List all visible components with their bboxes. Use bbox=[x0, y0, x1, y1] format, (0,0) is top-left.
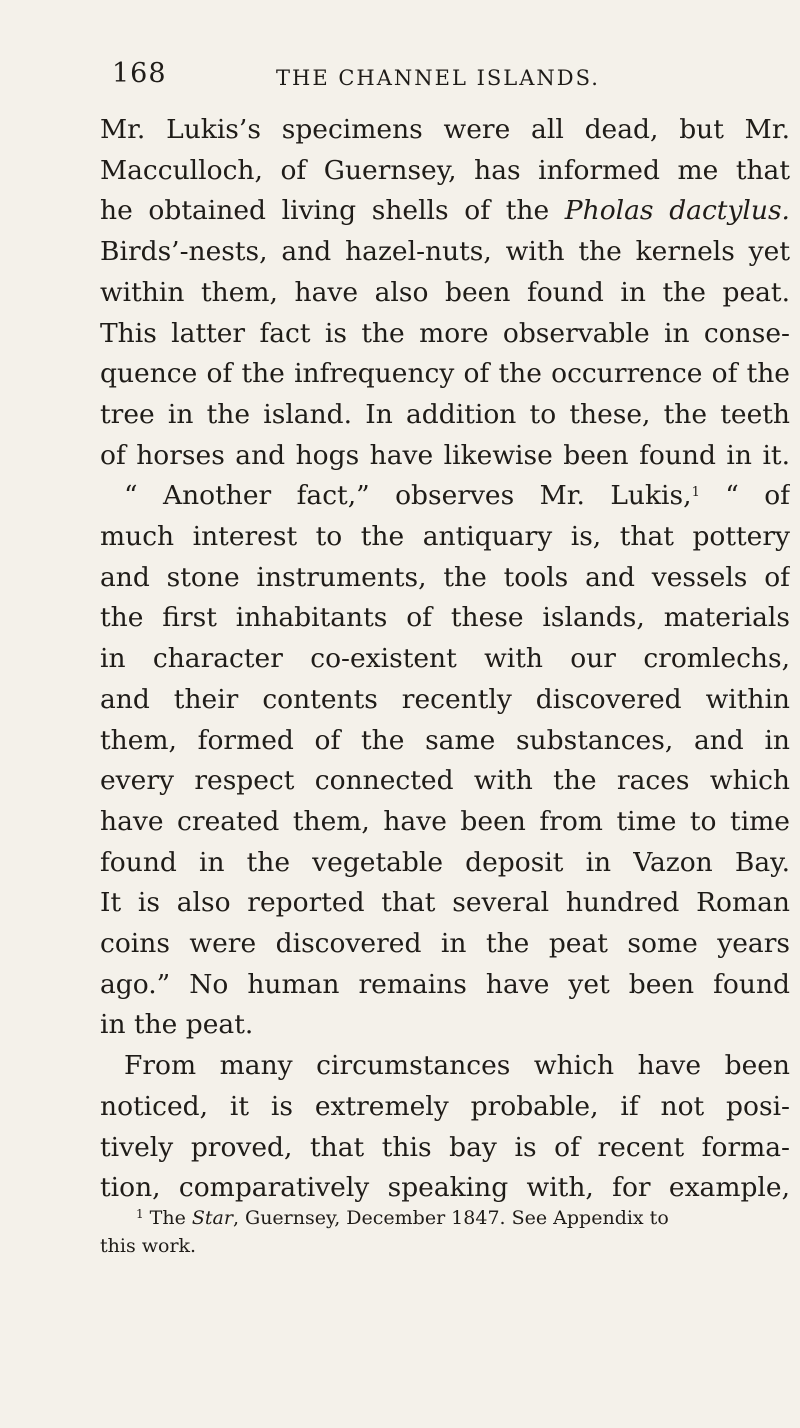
text-line: tion, comparatively speaking with, for example, bbox=[100, 1172, 790, 1204]
text-line: quence of the infrequency of the occurrence of the bbox=[100, 358, 790, 390]
body-text bbox=[100, 110, 790, 1209]
text-line: tree in the island. In addition to these, the teeth bbox=[100, 398, 790, 430]
footnote-line: this work. bbox=[100, 1235, 197, 1257]
page-header bbox=[100, 58, 790, 98]
text-line: and their contents recently discovered within bbox=[100, 683, 790, 715]
text-line: much interest to the antiquary is, that pottery bbox=[100, 521, 790, 553]
text-line: within them, have also been found in the peat. bbox=[100, 276, 790, 308]
text-line: them, formed of the same substances, and in bbox=[100, 724, 790, 756]
text-line: and stone instruments, the tools and vessels of bbox=[100, 561, 790, 593]
text-run: The bbox=[143, 1207, 192, 1229]
footnote-marker: 1 bbox=[136, 1207, 144, 1221]
text-line: in the peat. bbox=[100, 1009, 254, 1041]
text-line: have created them, have been from time to time bbox=[100, 805, 790, 837]
footnote-line bbox=[120, 1204, 780, 1232]
text-line: noticed, it is extremely probable, if not posi- bbox=[100, 1090, 790, 1122]
text-line: Mr. Lukis’s specimens were all dead, but Mr. bbox=[100, 114, 790, 145]
text-run: he obtained living shells of the bbox=[100, 195, 565, 227]
page-number: 168 bbox=[112, 58, 167, 89]
text-line: This latter fact is the more observable in conse- bbox=[100, 317, 790, 349]
text-line: found in the vegetable deposit in Vazon Bay. bbox=[100, 846, 790, 878]
running-title: THE CHANNEL ISLANDS. bbox=[276, 66, 600, 90]
text-line: coins were discovered in the peat some years bbox=[100, 928, 790, 960]
text-line: Birds’-nests, and hazel-nuts, with the kernels yet bbox=[100, 236, 790, 268]
text-line: Macculloch, of Guernsey, has informed me that bbox=[100, 154, 790, 186]
text-line: From many circumstances which have been bbox=[124, 1050, 790, 1082]
publication-title: Star bbox=[191, 1207, 233, 1229]
text-run: “ of bbox=[699, 480, 790, 512]
footnote-reference: 1 bbox=[691, 485, 700, 501]
text-line bbox=[100, 191, 790, 232]
species-name: Pholas dactylus. bbox=[564, 195, 790, 227]
text-run: “ Another fact,” observes Mr. Lukis, bbox=[124, 480, 692, 512]
text-line bbox=[100, 476, 790, 517]
text-run: , Guernsey, December 1847. See Appendix to bbox=[232, 1207, 669, 1229]
text-line: every respect connected with the races which bbox=[100, 765, 790, 797]
text-line: It is also reported that several hundred Roman bbox=[100, 887, 790, 919]
footnote bbox=[100, 1204, 780, 1260]
text-line: of horses and hogs have likewise been found in it. bbox=[100, 439, 790, 471]
text-line: ago.” No human remains have yet been found bbox=[100, 968, 790, 1000]
text-line: tively proved, that this bay is of recent forma- bbox=[100, 1131, 790, 1163]
text-line: in character co-existent with our cromlechs, bbox=[100, 643, 790, 675]
text-line: the first inhabitants of these islands, materials bbox=[100, 602, 790, 634]
